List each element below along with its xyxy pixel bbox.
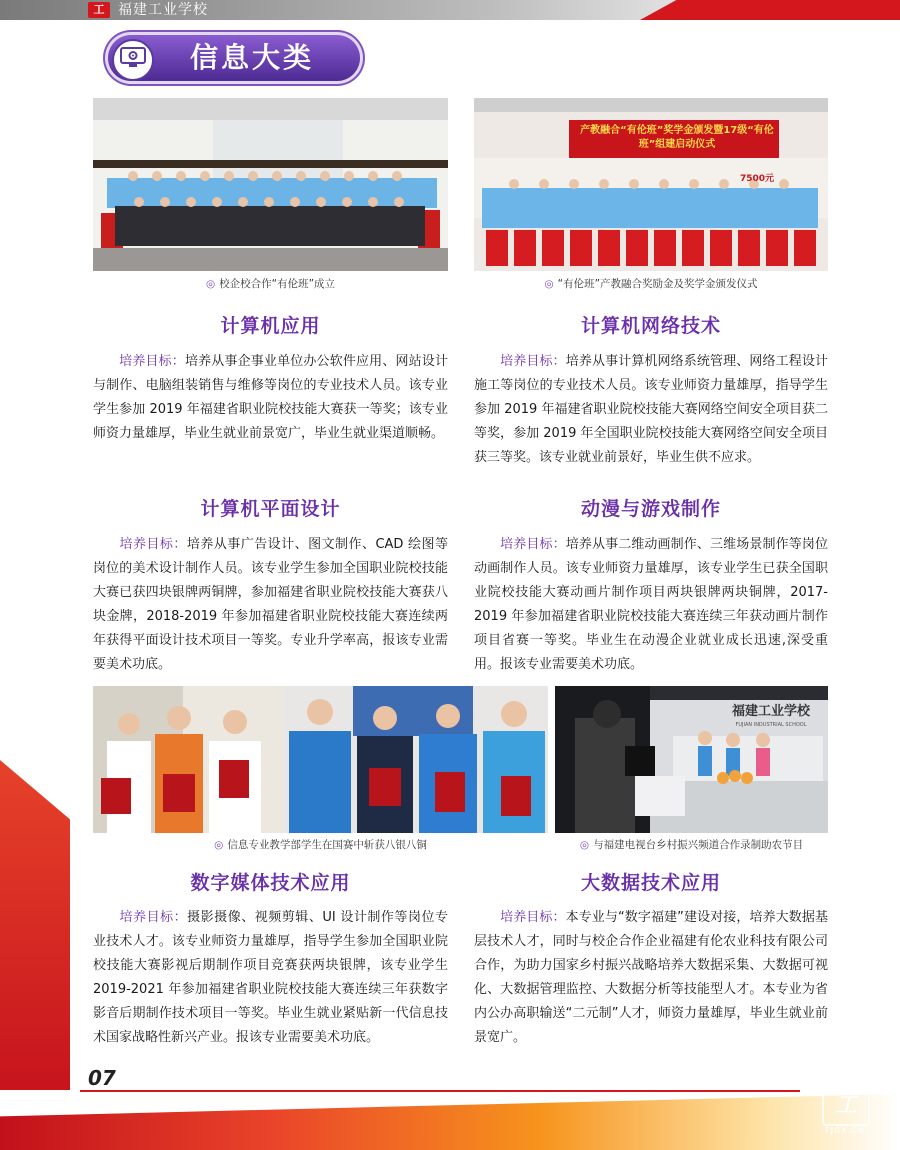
- header-red-strip: [640, 0, 900, 20]
- scholarship-board-amount: 7500元: [739, 174, 775, 184]
- major-title-network-technology: 计算机网络技术: [580, 315, 721, 337]
- major-body-digital-media: 培养目标：摄影摄像、视频剪辑、UI 设计制作等岗位专业技术人才。该专业师资力量雄厚，指导学生参加全国职业院校技能大赛影视后期制作项目竞赛获两块银牌，该专业学生 2019-2021 年参加福建省职业院校技能大赛连续三年获数字影音后期制作技术项目一等奖。毕业生就业紧贴新一代信息技术国家战略性新兴产业。报该专业需要美术功底。: [93, 910, 448, 1045]
- monitor-gear-icon: [120, 47, 146, 69]
- page-number: 07: [88, 1066, 116, 1090]
- caption-bullet-icon: ◎: [214, 839, 224, 851]
- footer-corner-text: FJGX.CN: [825, 1126, 865, 1135]
- caption-bullet-icon: ◎: [205, 278, 216, 290]
- footer-divider: [80, 1090, 800, 1092]
- major-lead: 培养目标：: [119, 354, 185, 369]
- school-logo: 工: [88, 2, 110, 18]
- major-lead: 培养目标：: [500, 354, 566, 369]
- tv-wall-school-name: 福建工业学校: [731, 704, 810, 719]
- major-body-big-data: 培养目标：本专业与“数字福建”建设对接，培养大数据基层技术人才，同时与校企合作企业福建有伦农业科技有限公司合作，为助力国家乡村振兴战略培养大数据采集、大数据可视化、大数据管理监控、大数据分析等技能型人才。本专业为省内公办高职输送“二元制”人才，师资力量雄厚，毕业生就业前景宽广。: [474, 910, 828, 1045]
- major-title-computer-application: 计算机应用: [220, 315, 321, 337]
- caption-tv-program: ◎ 与福建电视台乡村振兴频道合作录制助农节目: [579, 839, 804, 851]
- section-title: 信息大类: [190, 41, 315, 74]
- footer-ribbon: [0, 1094, 900, 1150]
- decorative-left-ribbon: [0, 760, 70, 1090]
- major-lead: 培养目标：: [119, 537, 187, 552]
- major-lead: 培养目标：: [500, 910, 566, 925]
- major-body-graphic-design: 培养目标：培养从事广告设计、图文制作、CAD 绘图等岗位的美术设计制作人员。该专业学生参加全国职业院校技能大赛已获四块银牌两铜牌，参加福建省职业院校技能大赛获八块金牌，2018-2019 年参加福建省职业院校技能大赛连续两年获得平面设计技术项目一等奖。专业升学率高，报该专业需要美术功底。: [93, 537, 448, 672]
- caption-scholarship-ceremony: ◎ “有伦班”产教融合奖励金及奖学金颁发仪式: [544, 278, 758, 290]
- major-lead: 培养目标：: [500, 537, 566, 552]
- caption-bullet-icon: ◎: [544, 278, 554, 290]
- major-title-big-data: 大数据技术应用: [580, 872, 721, 894]
- major-body-animation-game: 培养目标：培养从事二维动画制作、三维场景制作等岗位动画制作人员。该专业师资力量雄厚，该专业学生已获全国职业院校技能大赛动画片制作项目两块银牌两块铜牌，2017-2019 年参加福建省职业院校技能大赛连续三年获动画片制作项目省赛一等奖。毕业生在动漫企业就业成长迅速,深受重用。报该专业需要美术功底。: [474, 537, 828, 672]
- tv-wall-school-sub: FUJIAN INDUSTRIAL SCHOOL: [735, 722, 807, 728]
- footer-corner-logo: 工: [822, 1086, 870, 1126]
- major-title-graphic-design: 计算机平面设计: [200, 498, 341, 520]
- caption-national-medalists: ◎ 信息专业教学部学生在国赛中斩获八银八铜: [214, 839, 427, 851]
- major-title-digital-media: 数字媒体技术应用: [190, 872, 351, 894]
- major-title-animation-game: 动漫与游戏制作: [580, 498, 721, 520]
- caption-class-founding: ◎ 校企校合作“有伦班”成立: [205, 278, 336, 290]
- school-name: 福建工业学校: [118, 2, 208, 18]
- photo-national-medalists: [93, 686, 548, 833]
- major-body-computer-application: 培养目标：培养从事企事业单位办公软件应用、网站设计与制作、电脑组装销售与维修等岗位的专业技术人员。该专业学生参加 2019 年福建省职业院校技能大赛获一等奖；该专业师资力量雄厚，毕业生就业前景宽广，毕业生就业渠道顺畅。: [93, 354, 448, 441]
- major-lead: 培养目标：: [119, 910, 188, 925]
- caption-bullet-icon: ◎: [579, 839, 590, 851]
- major-body-network-technology: 培养目标：培养从事计算机网络系统管理、网络工程设计施工等岗位的专业技术人员。该专业师资力量雄厚，指导学生参加 2019 年福建省职业院校技能大赛网络空间安全项目获二等奖，参加 2019 年全国职业院校技能大赛网络空间安全项目获三等奖。该专业就业前景好，毕业生供不应求。: [474, 354, 828, 465]
- scholarship-banner-text: 产教融合“有伦班”奖学金颁发暨17级“有伦班”组建启动仪式: [580, 125, 774, 150]
- photo-class-founding: [93, 98, 448, 271]
